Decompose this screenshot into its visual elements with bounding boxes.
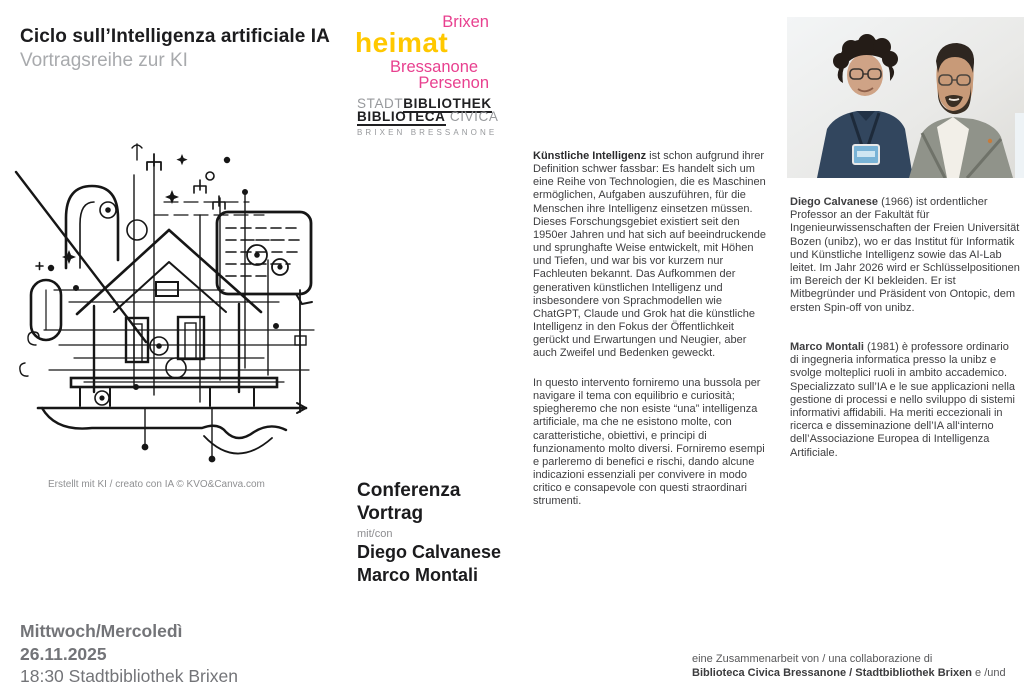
collaboration-line2-rest: e /und bbox=[971, 667, 1006, 679]
intro-de-body: ist schon aufgrund ihrer Definition schwer fassbar: Es handelt sich um eine Reihe von Technologien, die es Maschinen ermöglichen, Aufgaben auszuführen, für die Menschen ihre Intelligenz einsetzen müssen. Dieses Forschungsgebiet existiert seit den 1950er Jahren und hat sich auf beeindruckende und sprunghafte Weise entwickelt, mit Höhen und Tiefen, und war bis vor kurzem nur Fachleuten bekannt. Das Aufkommen der generativen künstlichen Intelligenz und insbesondere von Sprachmodellen wie ChatGPT, Claude und Grok hat die künstliche Intelligenz in den Fokus der Öffentlichkeit gerückt und Erwartungen und Neugier, aber auch Zweifel und Bedenken geweckt. bbox=[533, 150, 767, 360]
page-title: Ciclo sull’Intelligenza artificiale IA bbox=[20, 26, 330, 47]
event-schedule bbox=[20, 620, 238, 688]
intro-de-lead: Künstliche Intelligenz bbox=[533, 150, 647, 162]
collaboration-line2 bbox=[692, 666, 1006, 680]
event-type-line1: Conferenza bbox=[357, 480, 461, 501]
ai-artwork-illustration bbox=[14, 140, 344, 475]
heimat-logo bbox=[355, 13, 490, 92]
intro-paragraph-it: In questo intervento forniremo una bussola per navigare il tema con equilibrio e curiosità; spiegheremo che non esiste “una” intelligenza artificiale, ma che ne esistono molte, con caratteristiche, obiettivi, e principi di funzionamento molto diversi. Forniremo esempi e parleremo di benefici e rischi, dando alcune indicazioni essenziali per convivere in modo critico e consapevole con questi straordinari strumenti. bbox=[533, 377, 765, 508]
collaboration-partners: Biblioteca Civica Bressanone / Stadtbibliothek Brixen bbox=[692, 667, 972, 679]
schedule-time-place: 18:30 Stadtbibliothek Brixen bbox=[20, 666, 238, 686]
library-logo-row2: BIBLIOTECA CIVICA bbox=[357, 109, 499, 124]
speaker-name-montali: Marco Montali bbox=[357, 564, 479, 585]
schedule-day: Mittwoch/Mercoledì bbox=[20, 621, 183, 641]
intro-paragraph-de bbox=[533, 150, 767, 361]
bio-calvanese-name: Diego Calvanese bbox=[790, 196, 879, 208]
schedule-date: 26.11.2025 bbox=[20, 643, 107, 664]
speaker-name-calvanese: Diego Calvanese bbox=[357, 542, 502, 562]
bio-montali-name: Marco Montali bbox=[790, 341, 864, 353]
bio-montali bbox=[790, 341, 1020, 460]
bio-montali-text: (1981) è professore ordinario di ingegneria informatica presso la unibz e svolge molteplici ruoli in ambito accademico. Specializzato sull’IA e le sue applicazioni nella gestione di processi e nello sviluppo di sistemi informativi affidabili. Ha meriti eccezionali in ricerca e disseminazione dell’IA all‘interno dell’Associazione Europea di Intelligenza Artificiale. bbox=[790, 341, 1016, 459]
artwork-caption: Erstellt mit KI / creato con IA © KVO&Canva.com bbox=[48, 479, 265, 490]
heimat-place-persenon: Persenon bbox=[418, 74, 489, 92]
event-with-label: mit/con bbox=[357, 528, 393, 540]
event-type-heading bbox=[357, 479, 460, 525]
collaboration-note bbox=[692, 652, 1006, 680]
speakers-photo bbox=[787, 17, 1024, 178]
bio-calvanese-text: (1966) ist ordentlicher Professor an der Fakultät für Ingenieurwissenschaften der Freien Universität Bozen (unibz), wo er das Institut für Informatik und Künstliche Intelligenz sowie das AI-Lab leitet. Im Jahr 2026 wird er Schlüsselpositionen im Bereich der KI bekleiden. Er ist Mitbegründer und Präsident von Ontopic, dem ersten Spin-off von unibz. bbox=[790, 196, 1020, 314]
library-logo bbox=[357, 98, 498, 137]
collaboration-line1: eine Zusammenarbeit von / una collaborazione di bbox=[692, 653, 933, 665]
heimat-place-bressanone: Bressanone bbox=[390, 58, 479, 76]
event-type-line2: Vortrag bbox=[357, 503, 424, 524]
library-logo-row3: BRIXEN BRESSANONE bbox=[357, 128, 498, 137]
library-logo-row1: STADTBIBLIOTHEK bbox=[357, 96, 492, 111]
heimat-brand-wordmark: heimat bbox=[355, 27, 449, 58]
page-subtitle: Vortragsreihe zur KI bbox=[20, 50, 188, 71]
event-speakers bbox=[357, 541, 501, 586]
heimat-place-brixen: Brixen bbox=[442, 13, 489, 31]
bio-calvanese bbox=[790, 196, 1020, 315]
